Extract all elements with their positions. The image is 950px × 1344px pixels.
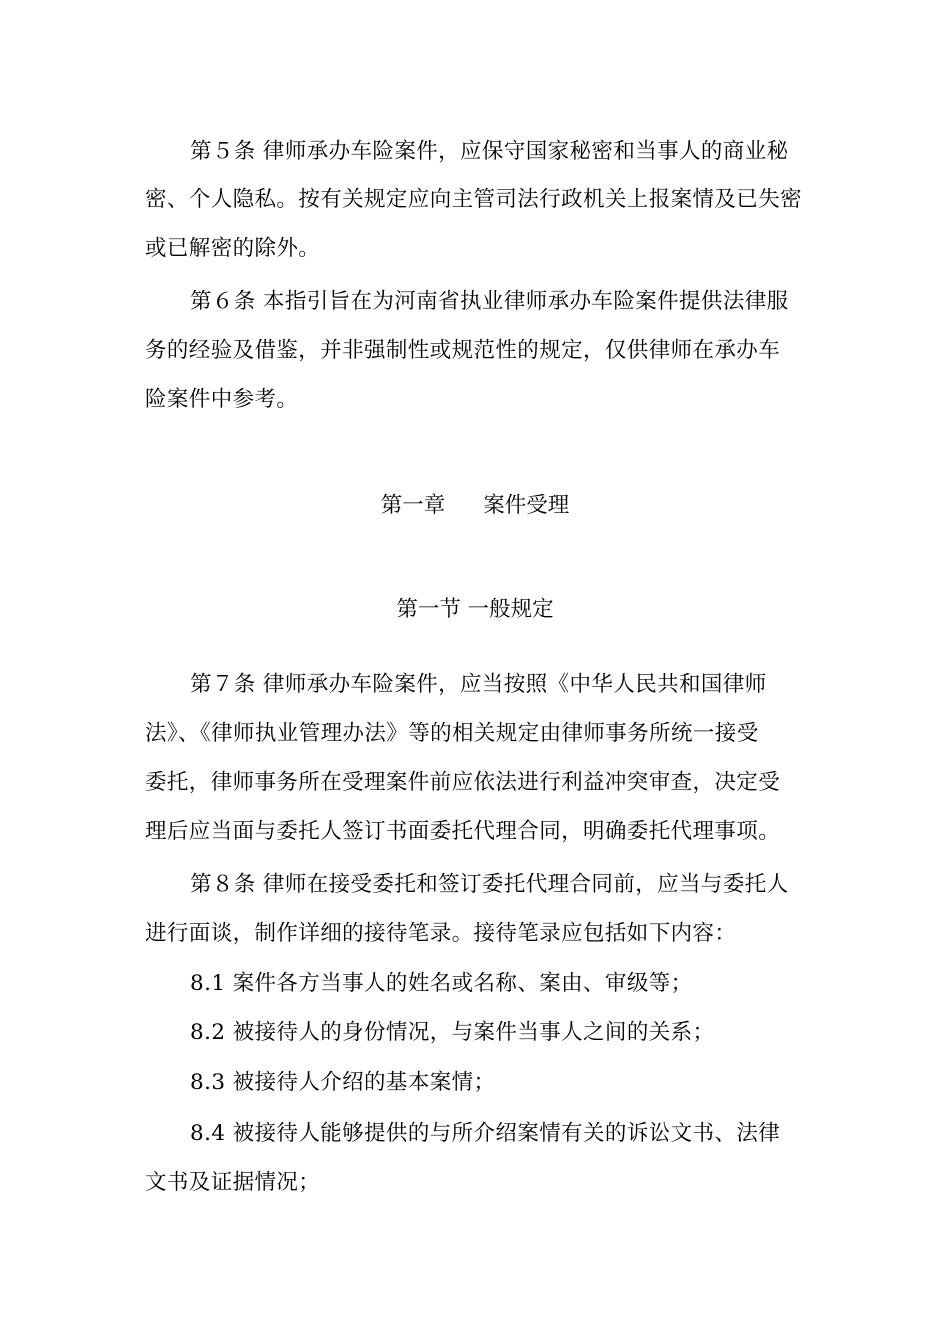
list-item-8-1: 8.1 案件各方当事人的姓名或名称、案由、审级等； bbox=[190, 971, 693, 996]
article-6-line-3: 险案件中参考。 bbox=[145, 387, 299, 412]
chapter-heading bbox=[0, 492, 950, 520]
article-5-line-3: 或已解密的除外。 bbox=[145, 236, 321, 261]
article-5-line-1: 第５条 律师承办车险案件，应保守国家秘密和当事人的商业秘 bbox=[190, 139, 789, 164]
list-item-8-2: 8.2 被接待人的身份情况，与案件当事人之间的关系； bbox=[190, 1020, 715, 1045]
chapter-number: 第一章 bbox=[380, 493, 446, 518]
list-item-8-4-line-2: 文书及证据情况； bbox=[145, 1170, 321, 1195]
chapter-title: 案件受理 bbox=[483, 493, 570, 518]
article-7-line-2: 法》、《律师执业管理办法》等的相关规定由律师事务所统一接受 bbox=[145, 721, 759, 746]
article-8-line-1: 第８条 律师在接受委托和签订委托代理合同前，应当与委托人 bbox=[190, 872, 789, 897]
article-7-line-4: 理后应当面与委托人签订书面委托代理合同，明确委托代理事项。 bbox=[145, 819, 781, 844]
article-6-line-2: 务的经验及借鉴，并非强制性或规范性的规定，仅供律师在承办车 bbox=[145, 338, 781, 363]
article-5-line-2: 密、个人隐私。按有关规定应向主管司法行政机关上报案情及已失密 bbox=[145, 187, 803, 212]
article-8-line-2: 进行面谈，制作详细的接待笔录。接待笔录应包括如下内容： bbox=[145, 921, 737, 946]
list-item-8-3: 8.3 被接待人介绍的基本案情； bbox=[190, 1070, 496, 1095]
article-7-line-1: 第７条 律师承办车险案件，应当按照《中华人民共和国律师 bbox=[190, 672, 767, 697]
section-heading: 第一节 一般规定 bbox=[396, 597, 554, 622]
article-6-line-1: 第６条 本指引旨在为河南省执业律师承办车险案件提供法律服 bbox=[190, 289, 789, 314]
article-7-line-3: 委托，律师事务所在受理案件前应依法进行利益冲突审查，决定受 bbox=[145, 770, 781, 795]
list-item-8-4-line-1: 8.4 被接待人能够提供的与所介绍案情有关的诉讼文书、法律 bbox=[190, 1121, 781, 1146]
